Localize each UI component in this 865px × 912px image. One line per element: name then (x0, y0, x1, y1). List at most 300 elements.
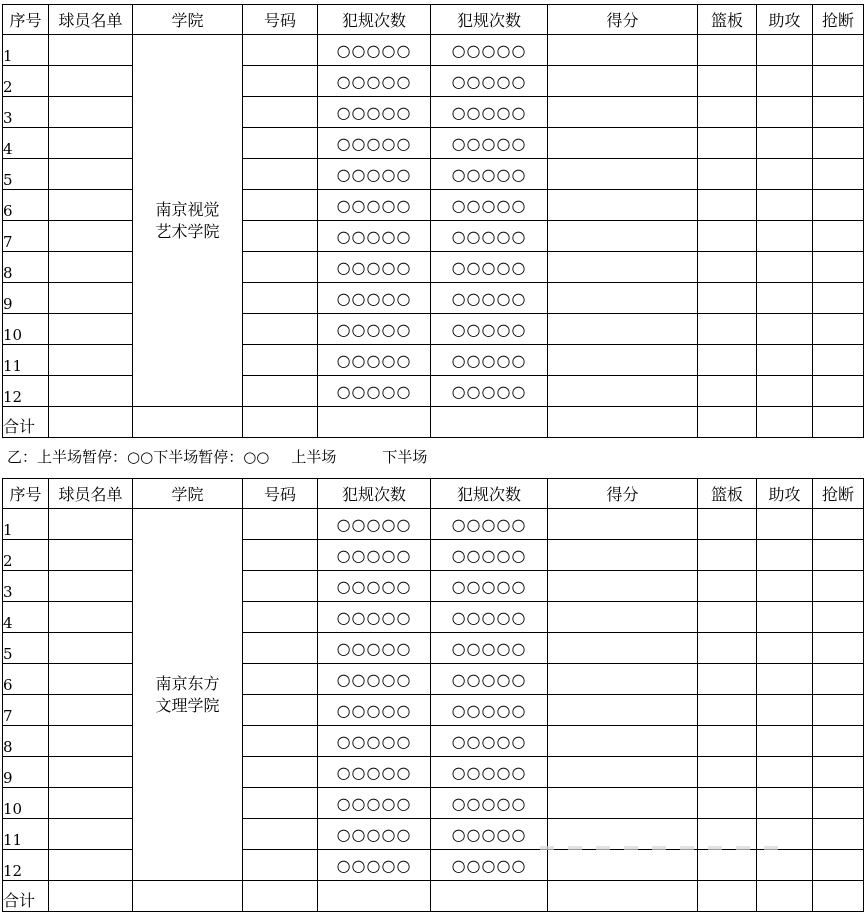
player-name-cell[interactable] (49, 819, 133, 850)
points-cell[interactable] (548, 757, 698, 788)
foul-marks[interactable] (318, 345, 431, 376)
jersey-number-cell[interactable] (243, 633, 318, 664)
foul-circles: ○○○○○ (451, 133, 527, 153)
header-points: 得分 (548, 5, 698, 35)
jersey-number-cell[interactable] (243, 540, 318, 571)
steals-cell[interactable] (813, 345, 864, 376)
foul-marks[interactable] (431, 664, 548, 695)
player-name-cell[interactable] (49, 221, 133, 252)
player-name-cell[interactable] (49, 850, 133, 881)
jersey-number-cell[interactable] (243, 850, 318, 881)
foul-marks[interactable] (318, 602, 431, 633)
foul-marks[interactable] (431, 788, 548, 819)
header-seq: 序号 (3, 479, 49, 509)
foul-marks[interactable] (318, 376, 431, 407)
rebounds-cell[interactable] (698, 540, 757, 571)
foul-marks[interactable] (318, 509, 431, 540)
school-name-line1: 南京视觉 (155, 199, 220, 219)
foul-marks[interactable] (431, 221, 548, 252)
row-number: 1 (3, 509, 49, 540)
steals-cell[interactable] (813, 252, 864, 283)
school-name-line2: 文理学院 (155, 695, 220, 715)
assists-cell[interactable] (757, 35, 813, 66)
foul-marks[interactable] (318, 252, 431, 283)
steals-cell[interactable] (813, 66, 864, 97)
points-cell[interactable] (548, 128, 698, 159)
steals-cell[interactable] (813, 128, 864, 159)
foul-circles: ○○○○○ (451, 793, 527, 813)
header-steals: 抢断 (813, 479, 864, 509)
total-jersey-cell[interactable] (243, 407, 318, 438)
steals-cell[interactable] (813, 695, 864, 726)
foul-marks[interactable] (431, 66, 548, 97)
foul-circles: ○○○○○ (451, 514, 527, 534)
player-row (3, 664, 864, 695)
steals-cell[interactable] (813, 97, 864, 128)
rebounds-cell[interactable] (698, 376, 757, 407)
points-cell[interactable] (548, 314, 698, 345)
assists-cell[interactable] (757, 190, 813, 221)
header-fouls: 犯规次数 (318, 479, 431, 509)
foul-marks[interactable] (318, 35, 431, 66)
foul-circles: ○○○○○ (451, 102, 527, 122)
foul-marks[interactable] (318, 757, 431, 788)
jersey-number-cell[interactable] (243, 128, 318, 159)
jersey-number-cell[interactable] (243, 159, 318, 190)
row-number: 7 (3, 221, 49, 252)
player-row (3, 633, 864, 664)
points-cell[interactable] (548, 345, 698, 376)
foul-circles: ○○○○○ (336, 638, 412, 658)
first-half-timeouts: 上半场暂停：○○ (37, 448, 154, 466)
rebounds-cell[interactable] (698, 757, 757, 788)
header-rebounds: 篮板 (698, 479, 757, 509)
jersey-number-cell[interactable] (243, 97, 318, 128)
jersey-number-cell[interactable] (243, 509, 318, 540)
points-cell[interactable] (548, 788, 698, 819)
header-fouls: 犯规次数 (318, 5, 431, 35)
rebounds-cell[interactable] (698, 819, 757, 850)
rebounds-cell[interactable] (698, 35, 757, 66)
steals-cell[interactable] (813, 819, 864, 850)
assists-cell[interactable] (757, 850, 813, 881)
foul-marks[interactable] (318, 221, 431, 252)
points-cell[interactable] (548, 664, 698, 695)
rebounds-cell[interactable] (698, 97, 757, 128)
player-row (3, 97, 864, 128)
points-cell[interactable] (548, 571, 698, 602)
total-row (3, 407, 864, 438)
player-name-cell[interactable] (49, 252, 133, 283)
foul-marks[interactable] (318, 190, 431, 221)
foul-marks[interactable] (431, 819, 548, 850)
rebounds-cell[interactable] (698, 633, 757, 664)
rebounds-cell[interactable] (698, 788, 757, 819)
jersey-number-cell[interactable] (243, 664, 318, 695)
assists-cell[interactable] (757, 509, 813, 540)
player-name-cell[interactable] (49, 66, 133, 97)
points-cell[interactable] (548, 35, 698, 66)
assists-cell[interactable] (757, 788, 813, 819)
header-school: 学院 (133, 479, 243, 509)
row-number: 10 (3, 788, 49, 819)
jersey-number-cell[interactable] (243, 66, 318, 97)
steals-cell[interactable] (813, 509, 864, 540)
second-half-label: 下半场 (382, 448, 428, 466)
player-row (3, 757, 864, 788)
foul-marks[interactable] (431, 35, 548, 66)
assists-cell[interactable] (757, 252, 813, 283)
player-name-cell[interactable] (49, 602, 133, 633)
steals-cell[interactable] (813, 726, 864, 757)
foul-marks[interactable] (318, 571, 431, 602)
assists-cell[interactable] (757, 664, 813, 695)
player-name-cell[interactable] (49, 571, 133, 602)
player-name-cell[interactable] (49, 35, 133, 66)
rebounds-cell[interactable] (698, 571, 757, 602)
assists-cell[interactable] (757, 540, 813, 571)
steals-cell[interactable] (813, 788, 864, 819)
assists-cell[interactable] (757, 757, 813, 788)
steals-cell[interactable] (813, 190, 864, 221)
total-rebounds-cell[interactable] (698, 881, 757, 912)
player-name-cell[interactable] (49, 540, 133, 571)
row-number: 9 (3, 283, 49, 314)
total-school-cell[interactable] (133, 881, 243, 912)
assists-cell[interactable] (757, 314, 813, 345)
foul-marks[interactable] (431, 571, 548, 602)
row-number: 8 (3, 252, 49, 283)
rebounds-cell[interactable] (698, 252, 757, 283)
foul-marks[interactable] (431, 757, 548, 788)
points-cell[interactable] (548, 190, 698, 221)
foul-circles: ○○○○○ (451, 40, 527, 60)
jersey-number-cell[interactable] (243, 252, 318, 283)
jersey-number-cell[interactable] (243, 221, 318, 252)
steals-cell[interactable] (813, 35, 864, 66)
foul-circles: ○○○○○ (451, 638, 527, 658)
total-player-cell[interactable] (49, 881, 133, 912)
steals-cell[interactable] (813, 314, 864, 345)
points-cell[interactable] (548, 726, 698, 757)
foul-circles: ○○○○○ (451, 545, 527, 565)
steals-cell[interactable] (813, 159, 864, 190)
rebounds-cell[interactable] (698, 695, 757, 726)
rebounds-cell[interactable] (698, 850, 757, 881)
foul-marks[interactable] (431, 602, 548, 633)
steals-cell[interactable] (813, 757, 864, 788)
foul-circles: ○○○○○ (336, 288, 412, 308)
points-cell[interactable] (548, 66, 698, 97)
total-steals-cell[interactable] (813, 881, 864, 912)
jersey-number-cell[interactable] (243, 314, 318, 345)
rebounds-cell[interactable] (698, 66, 757, 97)
steals-cell[interactable] (813, 664, 864, 695)
second-half-timeouts: 下半场暂停：○○ (153, 448, 270, 466)
foul-marks[interactable] (431, 252, 548, 283)
foul-marks[interactable] (431, 97, 548, 128)
total-school-cell[interactable] (133, 407, 243, 438)
player-name-cell[interactable] (49, 190, 133, 221)
row-number: 3 (3, 97, 49, 128)
first-half-label: 上半场 (291, 448, 337, 466)
foul-circles: ○○○○○ (336, 855, 412, 875)
rebounds-cell[interactable] (698, 128, 757, 159)
foul-circles: ○○○○○ (451, 731, 527, 751)
player-name-cell[interactable] (49, 757, 133, 788)
player-name-cell[interactable] (49, 128, 133, 159)
points-cell[interactable] (548, 509, 698, 540)
foul-circles: ○○○○○ (336, 576, 412, 596)
steals-cell[interactable] (813, 283, 864, 314)
rebounds-cell[interactable] (698, 159, 757, 190)
foul-circles: ○○○○○ (336, 257, 412, 277)
rebounds-cell[interactable] (698, 664, 757, 695)
foul-circles: ○○○○○ (451, 350, 527, 370)
player-row (3, 159, 864, 190)
jersey-number-cell[interactable] (243, 695, 318, 726)
foul-circles: ○○○○○ (336, 793, 412, 813)
foul-circles: ○○○○○ (336, 350, 412, 370)
player-name-cell[interactable] (49, 314, 133, 345)
total-label: 合计 (3, 407, 49, 438)
steals-cell[interactable] (813, 540, 864, 571)
points-cell[interactable] (548, 221, 698, 252)
assists-cell[interactable] (757, 66, 813, 97)
header-fouls: 犯规次数 (431, 479, 548, 509)
rebounds-cell[interactable] (698, 221, 757, 252)
foul-marks[interactable] (318, 695, 431, 726)
points-cell[interactable] (548, 159, 698, 190)
foul-circles: ○○○○○ (451, 700, 527, 720)
foul-marks[interactable] (431, 540, 548, 571)
jersey-number-cell[interactable] (243, 757, 318, 788)
points-cell[interactable] (548, 633, 698, 664)
row-number: 5 (3, 159, 49, 190)
player-name-cell[interactable] (49, 345, 133, 376)
total-assists-cell[interactable] (757, 407, 813, 438)
foul-circles: ○○○○○ (451, 762, 527, 782)
steals-cell[interactable] (813, 633, 864, 664)
jersey-number-cell[interactable] (243, 726, 318, 757)
assists-cell[interactable] (757, 571, 813, 602)
foul-marks[interactable] (318, 819, 431, 850)
player-row (3, 314, 864, 345)
foul-circles: ○○○○○ (451, 71, 527, 91)
rebounds-cell[interactable] (698, 283, 757, 314)
foul-marks[interactable] (318, 128, 431, 159)
points-cell[interactable] (548, 695, 698, 726)
jersey-number-cell[interactable] (243, 571, 318, 602)
jersey-number-cell[interactable] (243, 602, 318, 633)
player-row (3, 509, 864, 540)
jersey-number-cell[interactable] (243, 376, 318, 407)
foul-marks[interactable] (318, 633, 431, 664)
total-player-cell[interactable] (49, 407, 133, 438)
foul-circles: ○○○○○ (451, 381, 527, 401)
assists-cell[interactable] (757, 283, 813, 314)
total-label: 合计 (3, 881, 49, 912)
foul-marks[interactable] (431, 314, 548, 345)
player-row (3, 726, 864, 757)
assists-cell[interactable] (757, 376, 813, 407)
player-name-cell[interactable] (49, 788, 133, 819)
total-points-cell[interactable] (548, 407, 698, 438)
jersey-number-cell[interactable] (243, 788, 318, 819)
row-number: 9 (3, 757, 49, 788)
rebounds-cell[interactable] (698, 726, 757, 757)
jersey-number-cell[interactable] (243, 190, 318, 221)
player-name-cell[interactable] (49, 376, 133, 407)
player-row (3, 695, 864, 726)
player-name-cell[interactable] (49, 159, 133, 190)
assists-cell[interactable] (757, 128, 813, 159)
rebounds-cell[interactable] (698, 509, 757, 540)
assists-cell[interactable] (757, 97, 813, 128)
total-points-cell[interactable] (548, 881, 698, 912)
points-cell[interactable] (548, 850, 698, 881)
row-number: 3 (3, 571, 49, 602)
player-row (3, 35, 864, 66)
assists-cell[interactable] (757, 726, 813, 757)
foul-marks[interactable] (318, 314, 431, 345)
header-assists: 助攻 (757, 479, 813, 509)
foul-marks[interactable] (318, 97, 431, 128)
player-name-cell[interactable] (49, 97, 133, 128)
player-name-cell[interactable] (49, 695, 133, 726)
school-name (133, 509, 243, 881)
foul-marks[interactable] (318, 66, 431, 97)
foul-circles: ○○○○○ (451, 288, 527, 308)
header-row (3, 5, 864, 35)
player-name-cell[interactable] (49, 633, 133, 664)
player-name-cell[interactable] (49, 726, 133, 757)
total-jersey-cell[interactable] (243, 881, 318, 912)
foul-marks[interactable] (431, 345, 548, 376)
total-assists-cell[interactable] (757, 881, 813, 912)
total-fouls-cell[interactable] (431, 407, 548, 438)
foul-marks[interactable] (318, 726, 431, 757)
total-rebounds-cell[interactable] (698, 407, 757, 438)
row-number: 7 (3, 695, 49, 726)
foul-circles: ○○○○○ (336, 607, 412, 627)
steals-cell[interactable] (813, 221, 864, 252)
total-steals-cell[interactable] (813, 407, 864, 438)
assists-cell[interactable] (757, 221, 813, 252)
total-fouls-cell[interactable] (318, 407, 431, 438)
foul-marks[interactable] (431, 850, 548, 881)
steals-cell[interactable] (813, 571, 864, 602)
assists-cell[interactable] (757, 819, 813, 850)
jersey-number-cell[interactable] (243, 283, 318, 314)
player-row (3, 190, 864, 221)
foul-circles: ○○○○○ (451, 576, 527, 596)
assists-cell[interactable] (757, 695, 813, 726)
player-row (3, 788, 864, 819)
header-rebounds: 篮板 (698, 5, 757, 35)
foul-circles: ○○○○○ (336, 381, 412, 401)
foul-marks[interactable] (318, 850, 431, 881)
foul-marks[interactable] (431, 190, 548, 221)
foul-marks[interactable] (431, 159, 548, 190)
row-number: 5 (3, 633, 49, 664)
points-cell[interactable] (548, 602, 698, 633)
foul-marks[interactable] (318, 664, 431, 695)
rebounds-cell[interactable] (698, 345, 757, 376)
rebounds-cell[interactable] (698, 602, 757, 633)
foul-marks[interactable] (431, 283, 548, 314)
points-cell[interactable] (548, 252, 698, 283)
foul-marks[interactable] (431, 695, 548, 726)
points-cell[interactable] (548, 97, 698, 128)
foul-circles: ○○○○○ (336, 319, 412, 339)
assists-cell[interactable] (757, 345, 813, 376)
faint-watermark-dash (540, 846, 780, 850)
header-jersey-number: 号码 (243, 479, 318, 509)
jersey-number-cell[interactable] (243, 345, 318, 376)
total-row (3, 881, 864, 912)
player-name-cell[interactable] (49, 283, 133, 314)
rebounds-cell[interactable] (698, 190, 757, 221)
steals-cell[interactable] (813, 850, 864, 881)
row-number: 2 (3, 540, 49, 571)
foul-marks[interactable] (318, 540, 431, 571)
total-fouls-cell[interactable] (318, 881, 431, 912)
points-cell[interactable] (548, 819, 698, 850)
player-row (3, 221, 864, 252)
row-number: 1 (3, 35, 49, 66)
foul-marks[interactable] (431, 726, 548, 757)
points-cell[interactable] (548, 283, 698, 314)
player-name-cell[interactable] (49, 509, 133, 540)
foul-marks[interactable] (318, 283, 431, 314)
assists-cell[interactable] (757, 602, 813, 633)
assists-cell[interactable] (757, 633, 813, 664)
foul-circles: ○○○○○ (451, 669, 527, 689)
foul-marks[interactable] (318, 159, 431, 190)
steals-cell[interactable] (813, 376, 864, 407)
jersey-number-cell[interactable] (243, 35, 318, 66)
foul-marks[interactable] (318, 788, 431, 819)
player-row (3, 571, 864, 602)
foul-marks[interactable] (431, 509, 548, 540)
total-fouls-cell[interactable] (431, 881, 548, 912)
foul-circles: ○○○○○ (336, 824, 412, 844)
foul-marks[interactable] (431, 128, 548, 159)
jersey-number-cell[interactable] (243, 819, 318, 850)
assists-cell[interactable] (757, 159, 813, 190)
foul-circles: ○○○○○ (336, 195, 412, 215)
foul-marks[interactable] (431, 376, 548, 407)
player-name-cell[interactable] (49, 664, 133, 695)
foul-circles: ○○○○○ (451, 824, 527, 844)
foul-marks[interactable] (431, 633, 548, 664)
points-cell[interactable] (548, 540, 698, 571)
foul-circles: ○○○○○ (336, 40, 412, 60)
steals-cell[interactable] (813, 602, 864, 633)
row-number: 12 (3, 850, 49, 881)
points-cell[interactable] (548, 376, 698, 407)
foul-circles: ○○○○○ (336, 731, 412, 751)
foul-circles: ○○○○○ (451, 319, 527, 339)
rebounds-cell[interactable] (698, 314, 757, 345)
foul-circles: ○○○○○ (451, 607, 527, 627)
foul-circles: ○○○○○ (336, 514, 412, 534)
header-jersey-number: 号码 (243, 5, 318, 35)
foul-circles: ○○○○○ (451, 855, 527, 875)
player-row (3, 540, 864, 571)
team-label: 乙： (7, 448, 38, 466)
